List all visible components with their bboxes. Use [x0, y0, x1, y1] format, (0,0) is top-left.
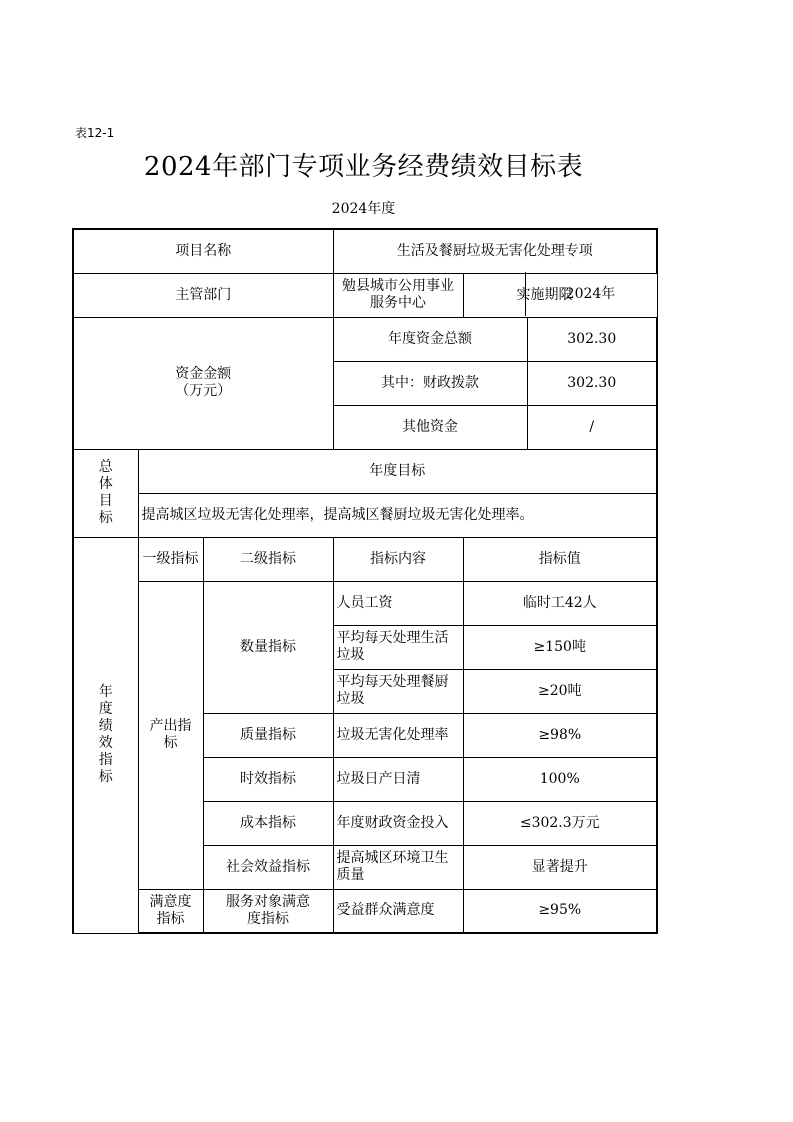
period-value: 2024年: [525, 272, 655, 316]
cost-value: ≤302.3万元: [463, 801, 657, 845]
project-name-value: 生活及餐厨垃圾无害化处理专项: [333, 229, 657, 273]
col-level2-header: 二级指标: [203, 537, 333, 581]
annual-goal-content: 提高城区垃圾无害化处理率，提高城区餐厨垃圾无害化处理率。: [138, 493, 657, 537]
other-funds-label: 其他资金: [333, 405, 527, 449]
indicators-side-label: [73, 537, 138, 933]
timeliness-indicator-label: 时效指标: [203, 757, 333, 801]
cost-indicator-label: 成本指标: [203, 801, 333, 845]
other-funds-value: /: [527, 405, 657, 449]
total-funds-label: 年度资金总额: [333, 317, 527, 361]
satisfaction-level2-text: 服务对象满意度指标: [226, 893, 310, 927]
staff-content: 人员工资: [333, 581, 463, 625]
fiscal-funds-value: 302.30: [527, 361, 657, 405]
satisfaction-level2-label: [203, 889, 333, 933]
fiscal-year: 2024年度: [331, 201, 396, 217]
performance-target-table: [72, 228, 658, 934]
period-label: 实施期限: [463, 273, 657, 317]
social-benefit-indicator-label: 社会效益指标: [203, 845, 333, 889]
output-indicator-text: 产出指标: [149, 718, 192, 751]
fiscal-funds-label: 其中：财政拨款: [333, 361, 527, 405]
funds-label: [73, 317, 333, 449]
kitchen-waste-content: 平均每天处理餐厨垃圾: [333, 669, 463, 713]
staff-value: 临时工42人: [463, 581, 657, 625]
table-number: 表12-1: [75, 126, 115, 140]
project-name-label: 项目名称: [73, 229, 333, 273]
satisfaction-level1-label: [138, 889, 203, 933]
department-label: 主管部门: [73, 273, 333, 317]
satisfaction-level1-text: 满意度指标: [149, 893, 192, 927]
col-value-header: 指标值: [463, 537, 657, 581]
funds-label-line2: （万元）: [175, 383, 232, 399]
overall-goal-side-label: [73, 449, 138, 537]
department-value: 勉县城市公用事业服务中心: [333, 273, 463, 317]
funds-label-line1: 资金金额: [175, 366, 232, 382]
domestic-waste-content: 平均每天处理生活垃圾: [333, 625, 463, 669]
social-benefit-value: 显著提升: [463, 845, 657, 889]
timeliness-content: 垃圾日产日清: [333, 757, 463, 801]
kitchen-waste-value: ≥20吨: [463, 669, 657, 713]
total-funds-value: 302.30: [527, 317, 657, 361]
quality-value: ≥98%: [463, 713, 657, 757]
timeliness-value: 100%: [463, 757, 657, 801]
quality-content: 垃圾无害化处理率: [333, 713, 463, 757]
indicators-side-text: 年度绩效指标: [98, 684, 113, 785]
overall-goal-side-text: 总体目标: [98, 459, 113, 526]
satisfaction-content: 受益群众满意度: [333, 889, 463, 933]
col-content-header: 指标内容: [333, 537, 463, 581]
output-indicator-label: [138, 581, 203, 889]
domestic-waste-value: ≥150吨: [463, 625, 657, 669]
annual-goal-header: 年度目标: [138, 449, 657, 493]
cost-content: 年度财政资金投入: [333, 801, 463, 845]
satisfaction-value: ≥95%: [463, 889, 657, 933]
quantity-indicator-label: 数量指标: [203, 581, 333, 713]
quality-indicator-label: 质量指标: [203, 713, 333, 757]
page-title: 2024年部门专项业务经费绩效目标表: [143, 152, 584, 182]
col-level1-header: 一级指标: [138, 537, 203, 581]
social-benefit-content: 提高城区环境卫生质量: [333, 845, 463, 889]
